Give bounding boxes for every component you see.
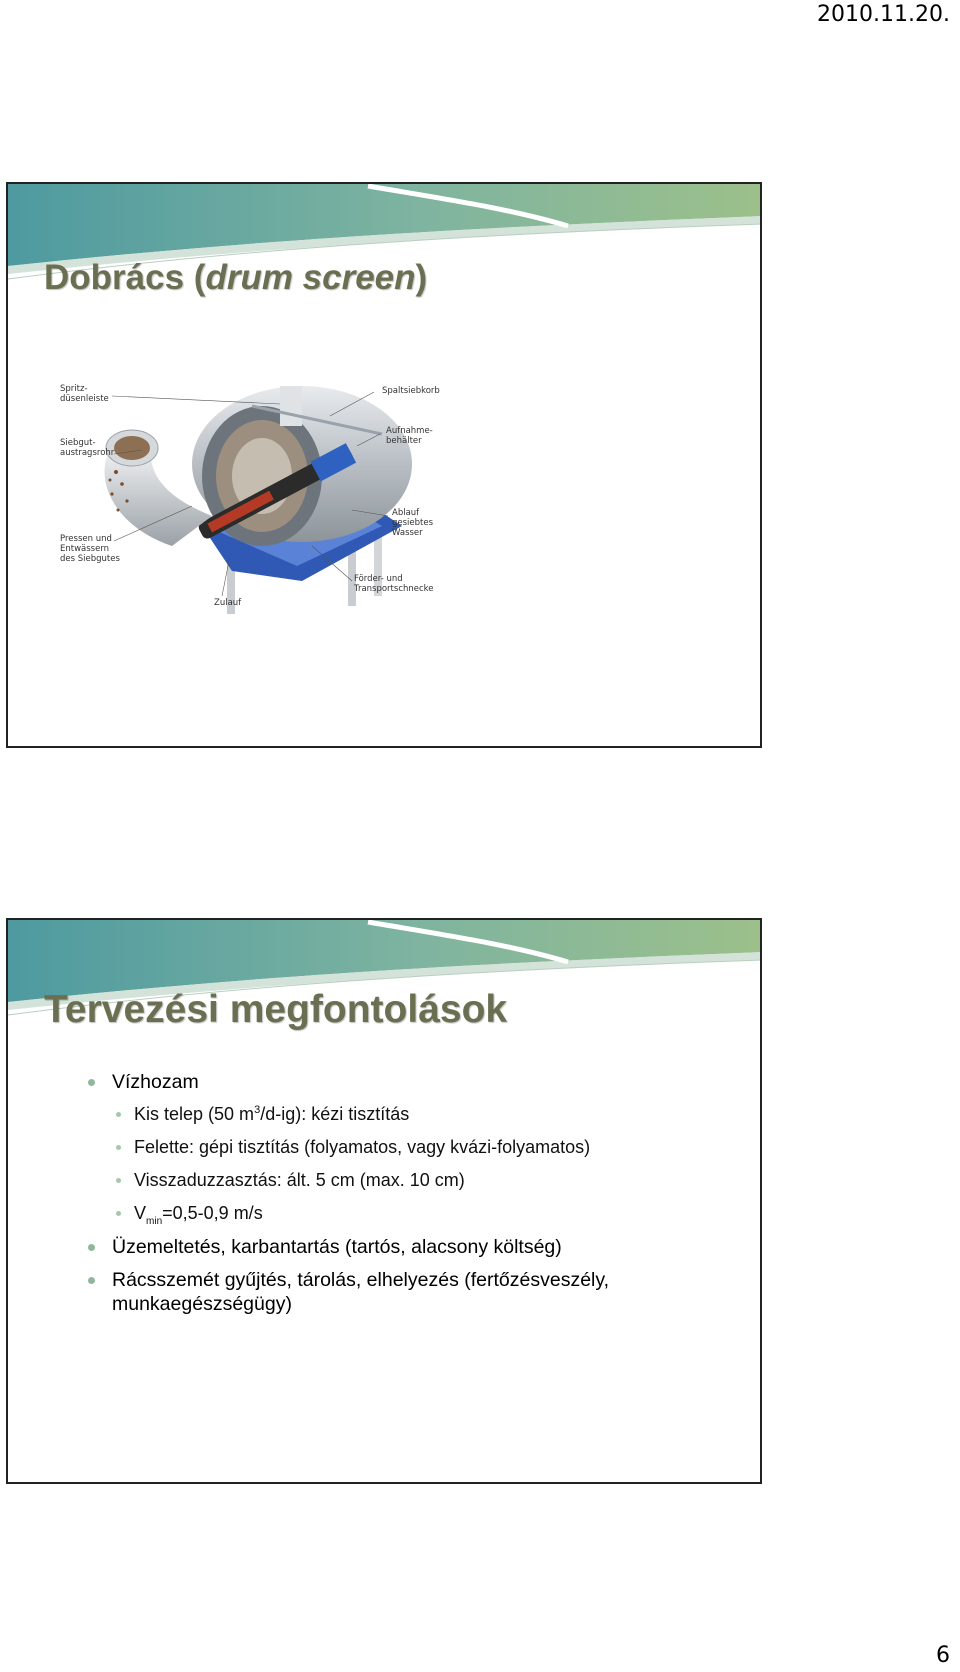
callout-aufnahmebehaelter: Aufnahme- behälter <box>386 426 433 446</box>
bullet-dot-icon <box>88 1277 95 1284</box>
list-item: Felette: gépi tisztítás (folyamatos, vagy kvázi-folyamatos) <box>78 1136 758 1158</box>
bullet-dot-icon <box>116 1145 121 1150</box>
drum-screen-diagram <box>52 376 464 614</box>
bullet-dot-icon <box>88 1079 95 1086</box>
callout-siebgutaustragsrohr: Siebgut- austragsrohr <box>60 438 115 458</box>
slide-title: Dobrács (drum screen) <box>44 258 428 297</box>
callout-pressen: Pressen und Entwässern des Siebgutes <box>60 534 120 564</box>
callout-foerderschnecke: Förder- und Transportschnecke <box>354 574 434 594</box>
page-number: 6 <box>936 1643 950 1668</box>
bullet-dot-icon <box>88 1244 95 1251</box>
list-item: Visszaduzzasztás: ált. 5 cm (max. 10 cm) <box>78 1169 758 1191</box>
slide-design-considerations <box>6 918 762 1484</box>
list-item: Üzemeltetés, karbantartás (tartós, alacsony költség) <box>78 1235 758 1259</box>
bullet-list <box>78 1070 758 1325</box>
list-item: Rácsszemét gyűjtés, tárolás, elhelyezés (fertőzésveszély, munkaegészségügy) <box>78 1268 758 1316</box>
list-item: Vízhozam <box>78 1070 758 1094</box>
callout-spritzduesenleiste: Spritz- düsenleiste <box>60 384 109 404</box>
page-date: 2010.11.20. <box>817 2 950 27</box>
callout-zulauf: Zulauf <box>214 598 242 608</box>
slide-drum-screen <box>6 182 762 748</box>
bullet-dot-icon <box>116 1112 121 1117</box>
callout-spaltsiebkorb: Spaltsiebkorb <box>382 386 440 396</box>
list-item: $V_{min}=0,5-0,9$ m/s <box>78 1202 758 1224</box>
bullet-dot-icon <box>116 1178 121 1183</box>
callout-ablauf: Ablauf gesiebtes Wasser <box>392 508 434 538</box>
slide-title: Tervezési megfontolások <box>44 988 508 1031</box>
list-item: Kis telep (50 $m^3/d-ig$): kézi tisztítás <box>78 1103 758 1125</box>
bullet-dot-icon <box>116 1211 121 1216</box>
